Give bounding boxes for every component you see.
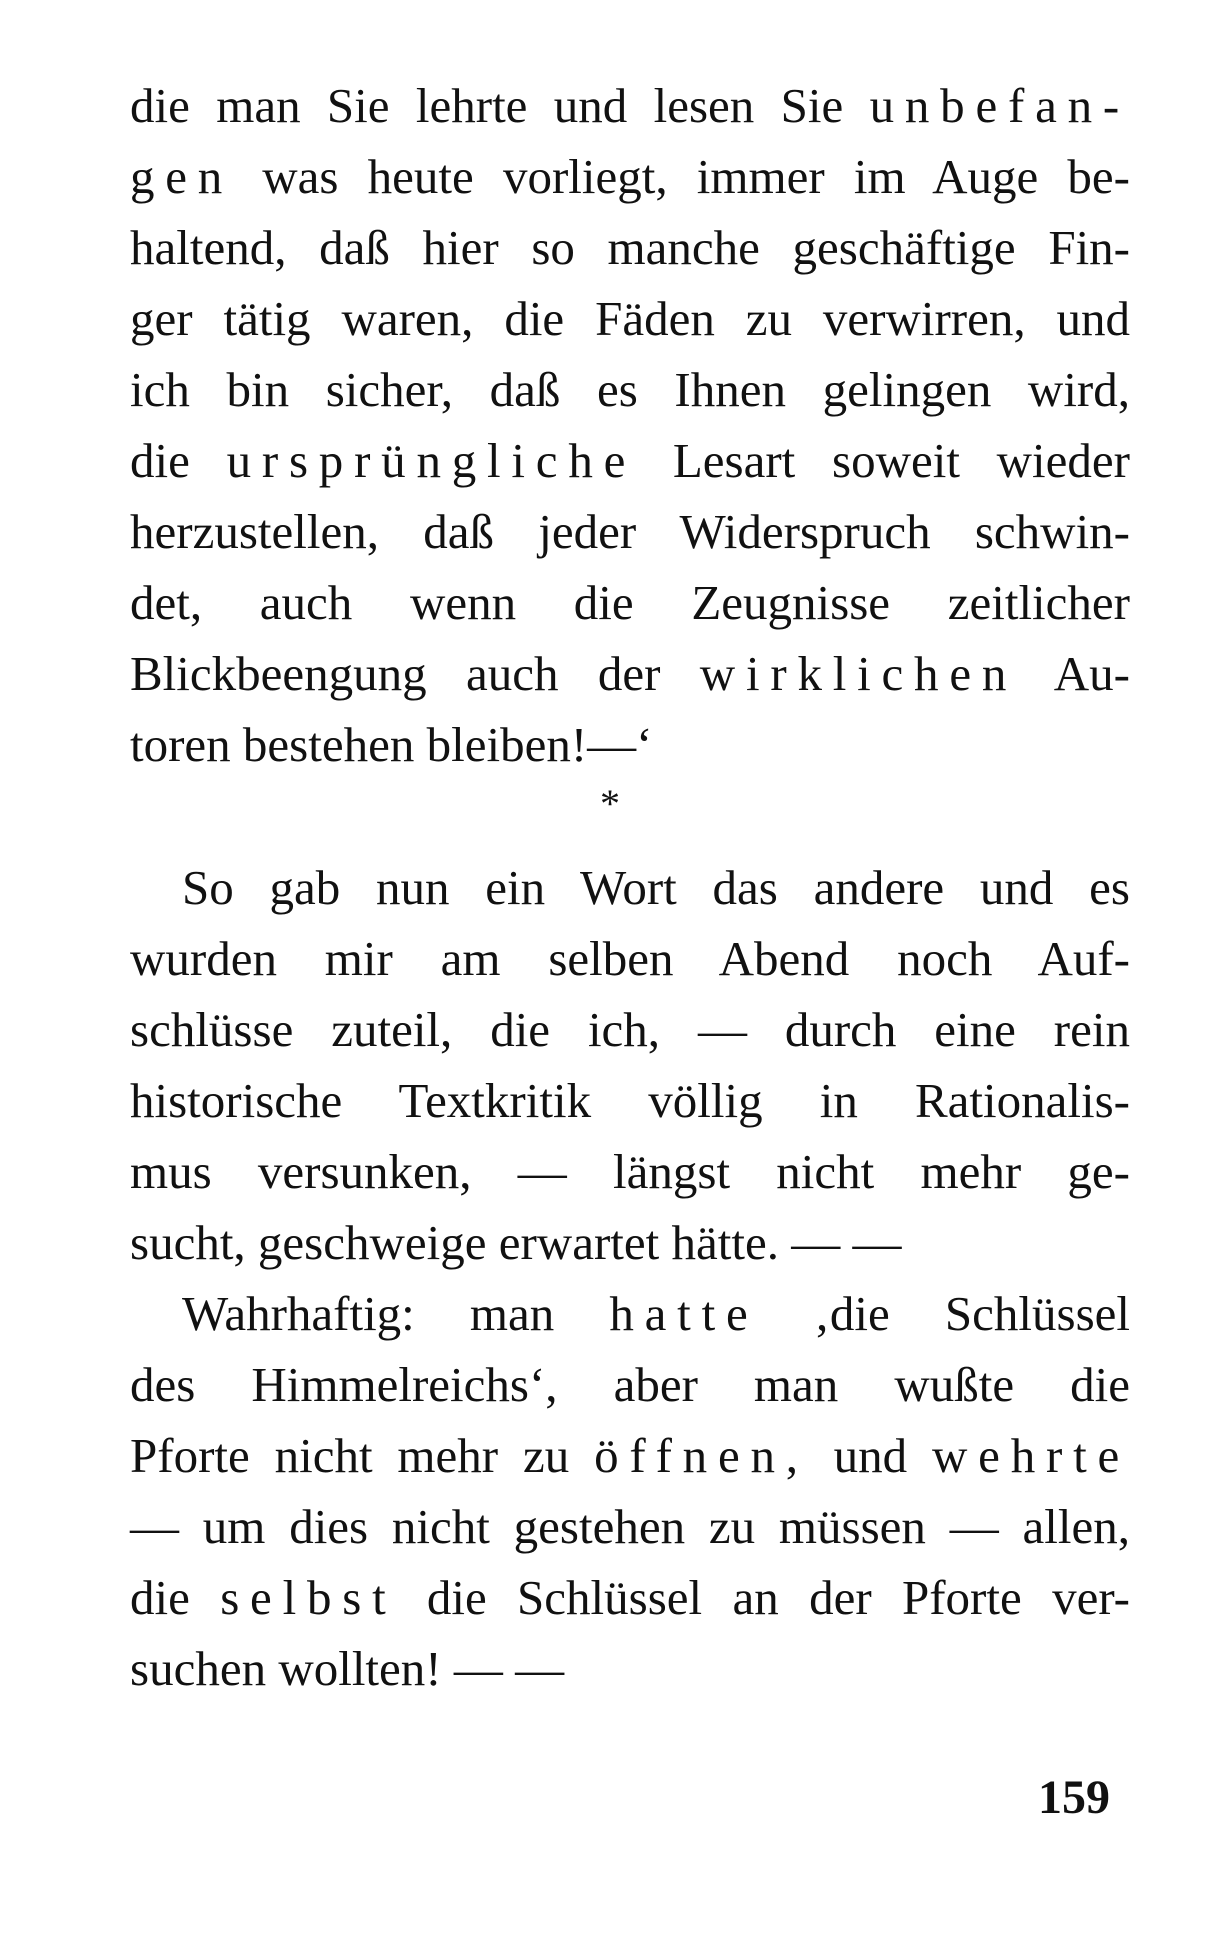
text-segment: und [808, 1428, 933, 1483]
text-segment: Wahrhaftig: man [182, 1286, 610, 1341]
text-segment: die [130, 1570, 221, 1625]
text-line [130, 1207, 1130, 1278]
text-segment: ger tätig waren, die Fäden zu verwirren, und [130, 291, 1130, 346]
text-line [130, 709, 1130, 780]
text-segment: des Himmelreichs‘, aber man wußte die [130, 1357, 1130, 1412]
text-line [130, 496, 1130, 567]
text-segment: det, auch wenn die Zeugnisse zeitlicher [130, 575, 1130, 630]
text-line [130, 1349, 1130, 1420]
text-segment: herzustellen, daß jeder Widerspruch schwin- [130, 504, 1130, 559]
text-segment: mus versunken, — längst nicht mehr ge- [130, 1144, 1130, 1199]
spaced-emphasis-text: unbefan- [869, 78, 1130, 133]
text-segment: die [130, 433, 227, 488]
paragraph-so-gab-nun [130, 852, 1130, 1278]
text-segment: wurden mir am selben Abend noch Auf- [130, 931, 1130, 986]
page-number: 159 [1038, 1771, 1110, 1824]
text-line [130, 1491, 1130, 1562]
spaced-emphasis-text: ursprüngliche [226, 433, 637, 488]
text-line [130, 1420, 1130, 1491]
spaced-emphasis-text: wehrte [932, 1428, 1131, 1483]
text-line [130, 638, 1130, 709]
text-line [130, 994, 1130, 1065]
text-segment: toren bestehen bleiben!—‘ [130, 717, 653, 772]
spaced-emphasis-text: öffnen, [594, 1428, 809, 1483]
spaced-emphasis-text: selbst [220, 1570, 397, 1625]
text-line [130, 212, 1130, 283]
text-line [130, 354, 1130, 425]
text-segment: haltend, daß hier so manche geschäftige Fin- [130, 220, 1130, 275]
paragraph-continuation [130, 70, 1130, 780]
text-line [130, 923, 1130, 994]
text-segment: sucht, geschweige erwartet hätte. — — [130, 1215, 902, 1270]
text-segment: was heute vorliegt, immer im Auge be- [233, 149, 1130, 204]
text-segment: suchen wollten! — — [130, 1641, 565, 1696]
paragraph-wahrhaftig [130, 1278, 1130, 1704]
text-segment: ‚die Schlüssel [758, 1286, 1130, 1341]
text-segment: ich bin sicher, daß es Ihnen gelingen wird, [130, 362, 1130, 417]
text-line [130, 1278, 1130, 1349]
text-line [130, 1065, 1130, 1136]
text-segment: Au- [1017, 646, 1130, 701]
spaced-emphasis-text: hatte [609, 1286, 759, 1341]
text-segment: historische Textkritik völlig in Rationalis- [130, 1073, 1130, 1128]
text-line [130, 1633, 1130, 1704]
text-line [130, 1562, 1130, 1633]
text-segment: die Schlüssel an der Pforte ver- [396, 1570, 1130, 1625]
text-line [130, 141, 1130, 212]
spaced-emphasis-text: gen [130, 149, 234, 204]
text-segment: die man Sie lehrte und lesen Sie [130, 78, 870, 133]
text-line [130, 1136, 1130, 1207]
text-line [130, 567, 1130, 638]
spaced-emphasis-text: wirklichen [699, 646, 1018, 701]
text-segment: schlüsse zuteil, die ich, — durch eine rein [130, 1002, 1130, 1057]
text-line [130, 70, 1130, 141]
section-separator: * [600, 781, 620, 826]
text-segment: So gab nun ein Wort das andere und es [182, 860, 1130, 915]
text-segment: — um dies nicht gestehen zu müssen — allen, [130, 1499, 1130, 1554]
text-line [130, 425, 1130, 496]
text-line [130, 852, 1130, 923]
text-segment: Blickbeengung auch der [130, 646, 700, 701]
text-line [130, 283, 1130, 354]
text-segment: Lesart soweit wieder [636, 433, 1130, 488]
text-segment: Pforte nicht mehr zu [130, 1428, 595, 1483]
